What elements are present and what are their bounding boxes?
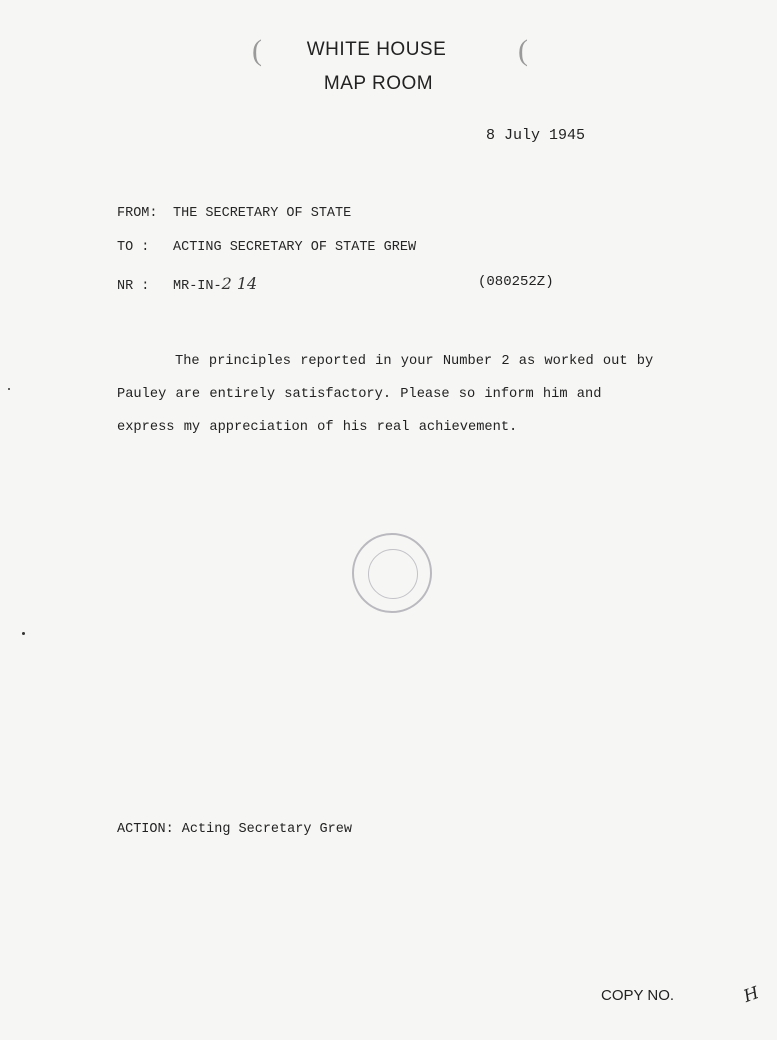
from-field — [117, 206, 351, 221]
margin-mark-right: ( — [518, 34, 528, 67]
archive-stamp — [352, 533, 432, 613]
handwritten-initials: H — [741, 983, 762, 1007]
nr-label: NR : — [117, 279, 150, 294]
date-time-group: (080252Z) — [478, 274, 554, 290]
to-label: TO : — [117, 240, 150, 255]
nr-field — [117, 274, 257, 294]
nr-value-typed: MR-IN- — [173, 279, 222, 294]
speck-mark — [8, 388, 10, 390]
speck-mark — [22, 632, 25, 635]
from-value: THE SECRETARY OF STATE — [173, 206, 352, 221]
message-body: The principles reported in your Number 2 as worked out by Pauley are entirely satisfactory. Please so inform him and express my appreciation of his real achievement. — [117, 354, 654, 435]
margin-mark-left: ( — [252, 34, 262, 67]
document-date: 8 July 1945 — [486, 127, 586, 144]
header-line-2: MAP ROOM — [323, 73, 434, 94]
header-line-1: WHITE HOUSE — [306, 39, 447, 60]
to-field — [117, 240, 416, 255]
to-value: ACTING SECRETARY OF STATE GREW — [173, 240, 417, 255]
stamp-inner-ring — [368, 549, 418, 599]
nr-value-handwritten: 2 14 — [221, 274, 258, 293]
from-label: FROM: — [117, 206, 158, 221]
action-line: ACTION: Acting Secretary Grew — [117, 822, 352, 837]
copy-number-label: COPY NO. — [601, 987, 675, 1004]
